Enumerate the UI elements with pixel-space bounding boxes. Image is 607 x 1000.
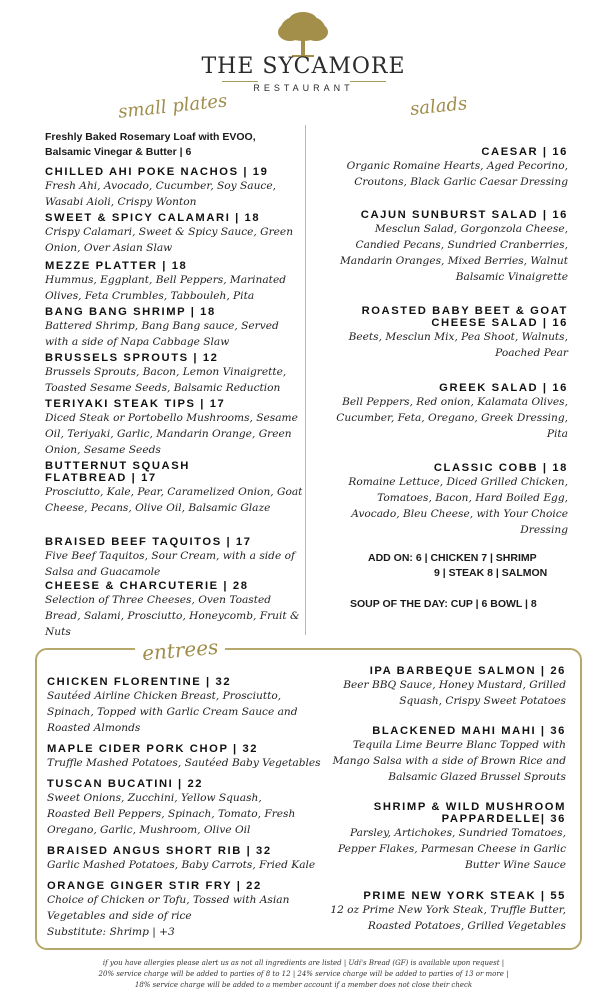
small-plates-item	[45, 166, 303, 210]
item-title: GREEK SALAD | 16	[439, 382, 568, 394]
item-title: BUTTERNUT SQUASH	[45, 460, 190, 472]
item-title: CHICKEN FLORENTINE | 32	[47, 676, 232, 688]
item-desc: Bell Peppers, Red onion, Kalamata Olives, Cucumber, Feta, Oregano, Greek Dressing, Pita	[336, 396, 568, 440]
item-desc: Selection of Three Cheeses, Oven Toasted Bread, Salami, Prosciutto, Honeycomb, Fruit & Nuts	[45, 594, 300, 638]
small-plates-heading: small plates	[117, 90, 229, 123]
item-title: SWEET & SPICY CALAMARI | 18	[45, 212, 261, 224]
item-desc: Tequila Lime Beurre Blanc Topped with Mango Salsa with a side of Brown Rice and Balsamic Glazed Brussel Sprouts	[332, 739, 566, 783]
salad-item	[330, 462, 568, 538]
item-desc: Parsley, Artichokes, Sundried Tomatoes, Pepper Flakes, Parmesan Cheese in Garlic Butter Wine Sauce	[337, 827, 566, 871]
item-desc: Diced Steak or Portobello Mushrooms, Sesame Oil, Teriyaki, Garlic, Mandarin Orange, Green Onion, Sesame Seeds	[45, 412, 298, 456]
footer-line2: 20% service charge will be added to parties of 8 to 12 | 24% service charge will be added to parties of 13 or more |	[98, 970, 509, 978]
item-title: BRUSSELS SPROUTS | 12	[45, 352, 219, 364]
small-plates-item	[45, 306, 303, 350]
item-desc: Hummus, Eggplant, Bell Peppers, Marinated Olives, Feta Crumbles, Tabbouleh, Pita	[45, 274, 286, 302]
footer-line3: 18% service charge will be added to a member account if a member does not close their check	[134, 981, 473, 989]
item-desc: Sautéed Airline Chicken Breast, Prosciutto, Spinach, Topped with Garlic Cream Sauce and Roasted Almonds	[47, 690, 298, 734]
item-title: TUSCAN BUCATINI | 22	[47, 778, 204, 790]
item-title: BANG BANG SHRIMP | 18	[45, 306, 216, 318]
item-desc: Beer BBQ Sauce, Honey Mustard, Grilled Squash, Crispy Sweet Potatoes	[343, 679, 566, 707]
item-desc: Brussels Sprouts, Bacon, Lemon Vinaigrette, Toasted Sesame Seeds, Balsamic Reduction	[45, 366, 287, 394]
small-plates-item	[45, 460, 303, 516]
item-title: CAJUN SUNBURST SALAD | 16	[360, 209, 568, 221]
add-on-line1: ADD ON: 6 | CHICKEN 7 | SHRIMP	[368, 552, 537, 564]
salad-item	[330, 305, 568, 361]
entree-item	[47, 743, 327, 771]
brand-rule-left	[222, 81, 258, 82]
brand-name: THE SYCAMORE	[201, 54, 406, 79]
entree-item	[328, 725, 566, 785]
item-desc: Beets, Mesclun Mix, Pea Shoot, Walnuts, Poached Pear	[348, 331, 568, 359]
brand-subtitle: RESTAURANT	[253, 83, 354, 93]
item-title: MEZZE PLATTER | 18	[45, 260, 188, 272]
salad-item	[330, 382, 568, 442]
item-title: MAPLE CIDER PORK CHOP | 32	[47, 743, 259, 755]
entree-item	[47, 778, 302, 838]
item-desc: Garlic Mashed Potatoes, Baby Carrots, Fried Kale	[47, 859, 316, 871]
entree-item	[47, 880, 307, 940]
small-plates-item	[45, 580, 303, 640]
item-title: ROASTED BABY BEET & GOAT	[361, 305, 568, 317]
item-title: CHILLED AHI POKE NACHOS | 19	[45, 166, 269, 178]
soup-of-the-day: SOUP OF THE DAY: CUP | 6 BOWL | 8	[350, 598, 537, 610]
item-title-line2: PAPPARDELLE| 36	[441, 813, 566, 825]
salads-heading: salads	[409, 93, 469, 120]
salad-item	[330, 209, 568, 285]
item-title: PRIME NEW YORK STEAK | 55	[363, 890, 566, 902]
item-title-line2: FLATBREAD | 17	[45, 472, 157, 484]
add-on-line2: 9 | STEAK 8 | SALMON	[434, 567, 548, 579]
entree-item	[47, 676, 312, 736]
column-divider	[305, 125, 306, 635]
item-title: CHEESE & CHARCUTERIE | 28	[45, 580, 249, 592]
item-title: BRAISED BEEF TAQUITOS | 17	[45, 536, 252, 548]
item-title: BLACKENED MAHI MAHI | 36	[372, 725, 566, 737]
item-desc: Prosciutto, Kale, Pear, Caramelized Onion, Goat Cheese, Pecans, Olive Oil, Balsamic Glaze	[45, 486, 303, 514]
footer-line1: if you have allergies please alert us as not all ingredients are listed | Udi's Bread (GF) is available upon request |	[102, 959, 505, 967]
small-plates-item	[45, 536, 303, 580]
tree-logo-icon	[272, 12, 334, 60]
item-desc: Organic Romaine Hearts, Aged Pecorino, Croutons, Black Garlic Caesar Dressing	[346, 160, 568, 188]
small-plates-item	[45, 212, 303, 256]
item-desc: Mesclun Salad, Gorgonzola Cheese, Candied Pecans, Sundried Cranberries, Mandarin Oranges, Mixed Berries, Walnut Balsamic Vinaigrette	[339, 223, 568, 283]
item-desc: Battered Shrimp, Bang Bang sauce, Served with a side of Napa Cabbage Slaw	[45, 320, 279, 348]
small-plates-item	[45, 352, 303, 396]
item-desc: Truffle Mashed Potatoes, Sautéed Baby Vegetables	[47, 757, 321, 769]
small-plates-item	[45, 260, 303, 304]
item-title: SHRIMP & WILD MUSHROOM	[373, 801, 566, 813]
item-desc: Choice of Chicken or Tofu, Tossed with Asian Vegetables and side of rice	[47, 894, 290, 922]
item-desc: Sweet Onions, Zucchini, Yellow Squash, Roasted Bell Peppers, Spinach, Tomato, Fresh Oregano, Garlic, Mushroom, Olive Oil	[47, 792, 296, 836]
item-title: ORANGE GINGER STIR FRY | 22	[47, 880, 262, 892]
item-title: CLASSIC COBB | 18	[433, 462, 568, 474]
bread-intro-line2: Balsamic Vinegar & Butter | 6	[45, 146, 192, 158]
salad-item	[330, 146, 568, 190]
item-title: CAESAR | 16	[481, 146, 568, 158]
item-title: TERIYAKI STEAK TIPS | 17	[45, 398, 226, 410]
item-title: IPA BARBEQUE SALMON | 26	[369, 665, 566, 677]
item-desc: 12 oz Prime New York Steak, Truffle Butter, Roasted Potatoes, Grilled Vegetables	[330, 904, 566, 932]
entree-item	[47, 845, 327, 873]
entree-item	[320, 890, 566, 934]
entree-item	[328, 665, 566, 709]
small-plates-item	[45, 398, 303, 458]
item-desc: Crispy Calamari, Sweet & Spicy Sauce, Green Onion, Over Asian Slaw	[45, 226, 294, 254]
item-title-line2: CHEESE SALAD | 16	[431, 317, 568, 329]
item-desc: Romaine Lettuce, Diced Grilled Chicken, Tomatoes, Bacon, Hard Boiled Egg, Avocado, Bleu Cheese, with Your Choice Dressing	[348, 476, 568, 536]
item-desc: Fresh Ahi, Avocado, Cucumber, Soy Sauce, Wasabi Aioli, Crispy Wonton	[45, 180, 277, 208]
item-extra: Substitute: Shrimp | +3	[47, 926, 175, 938]
item-title: BRAISED ANGUS SHORT RIB | 32	[47, 845, 272, 857]
brand-rule-right	[350, 81, 386, 82]
bread-intro-line1: Freshly Baked Rosemary Loaf with EVOO,	[45, 131, 256, 143]
entrees-heading: entrees	[141, 634, 220, 666]
item-desc: Five Beef Taquitos, Sour Cream, with a side of Salsa and Guacamole	[45, 550, 295, 578]
bread-intro	[45, 130, 303, 160]
entree-item	[328, 801, 566, 873]
